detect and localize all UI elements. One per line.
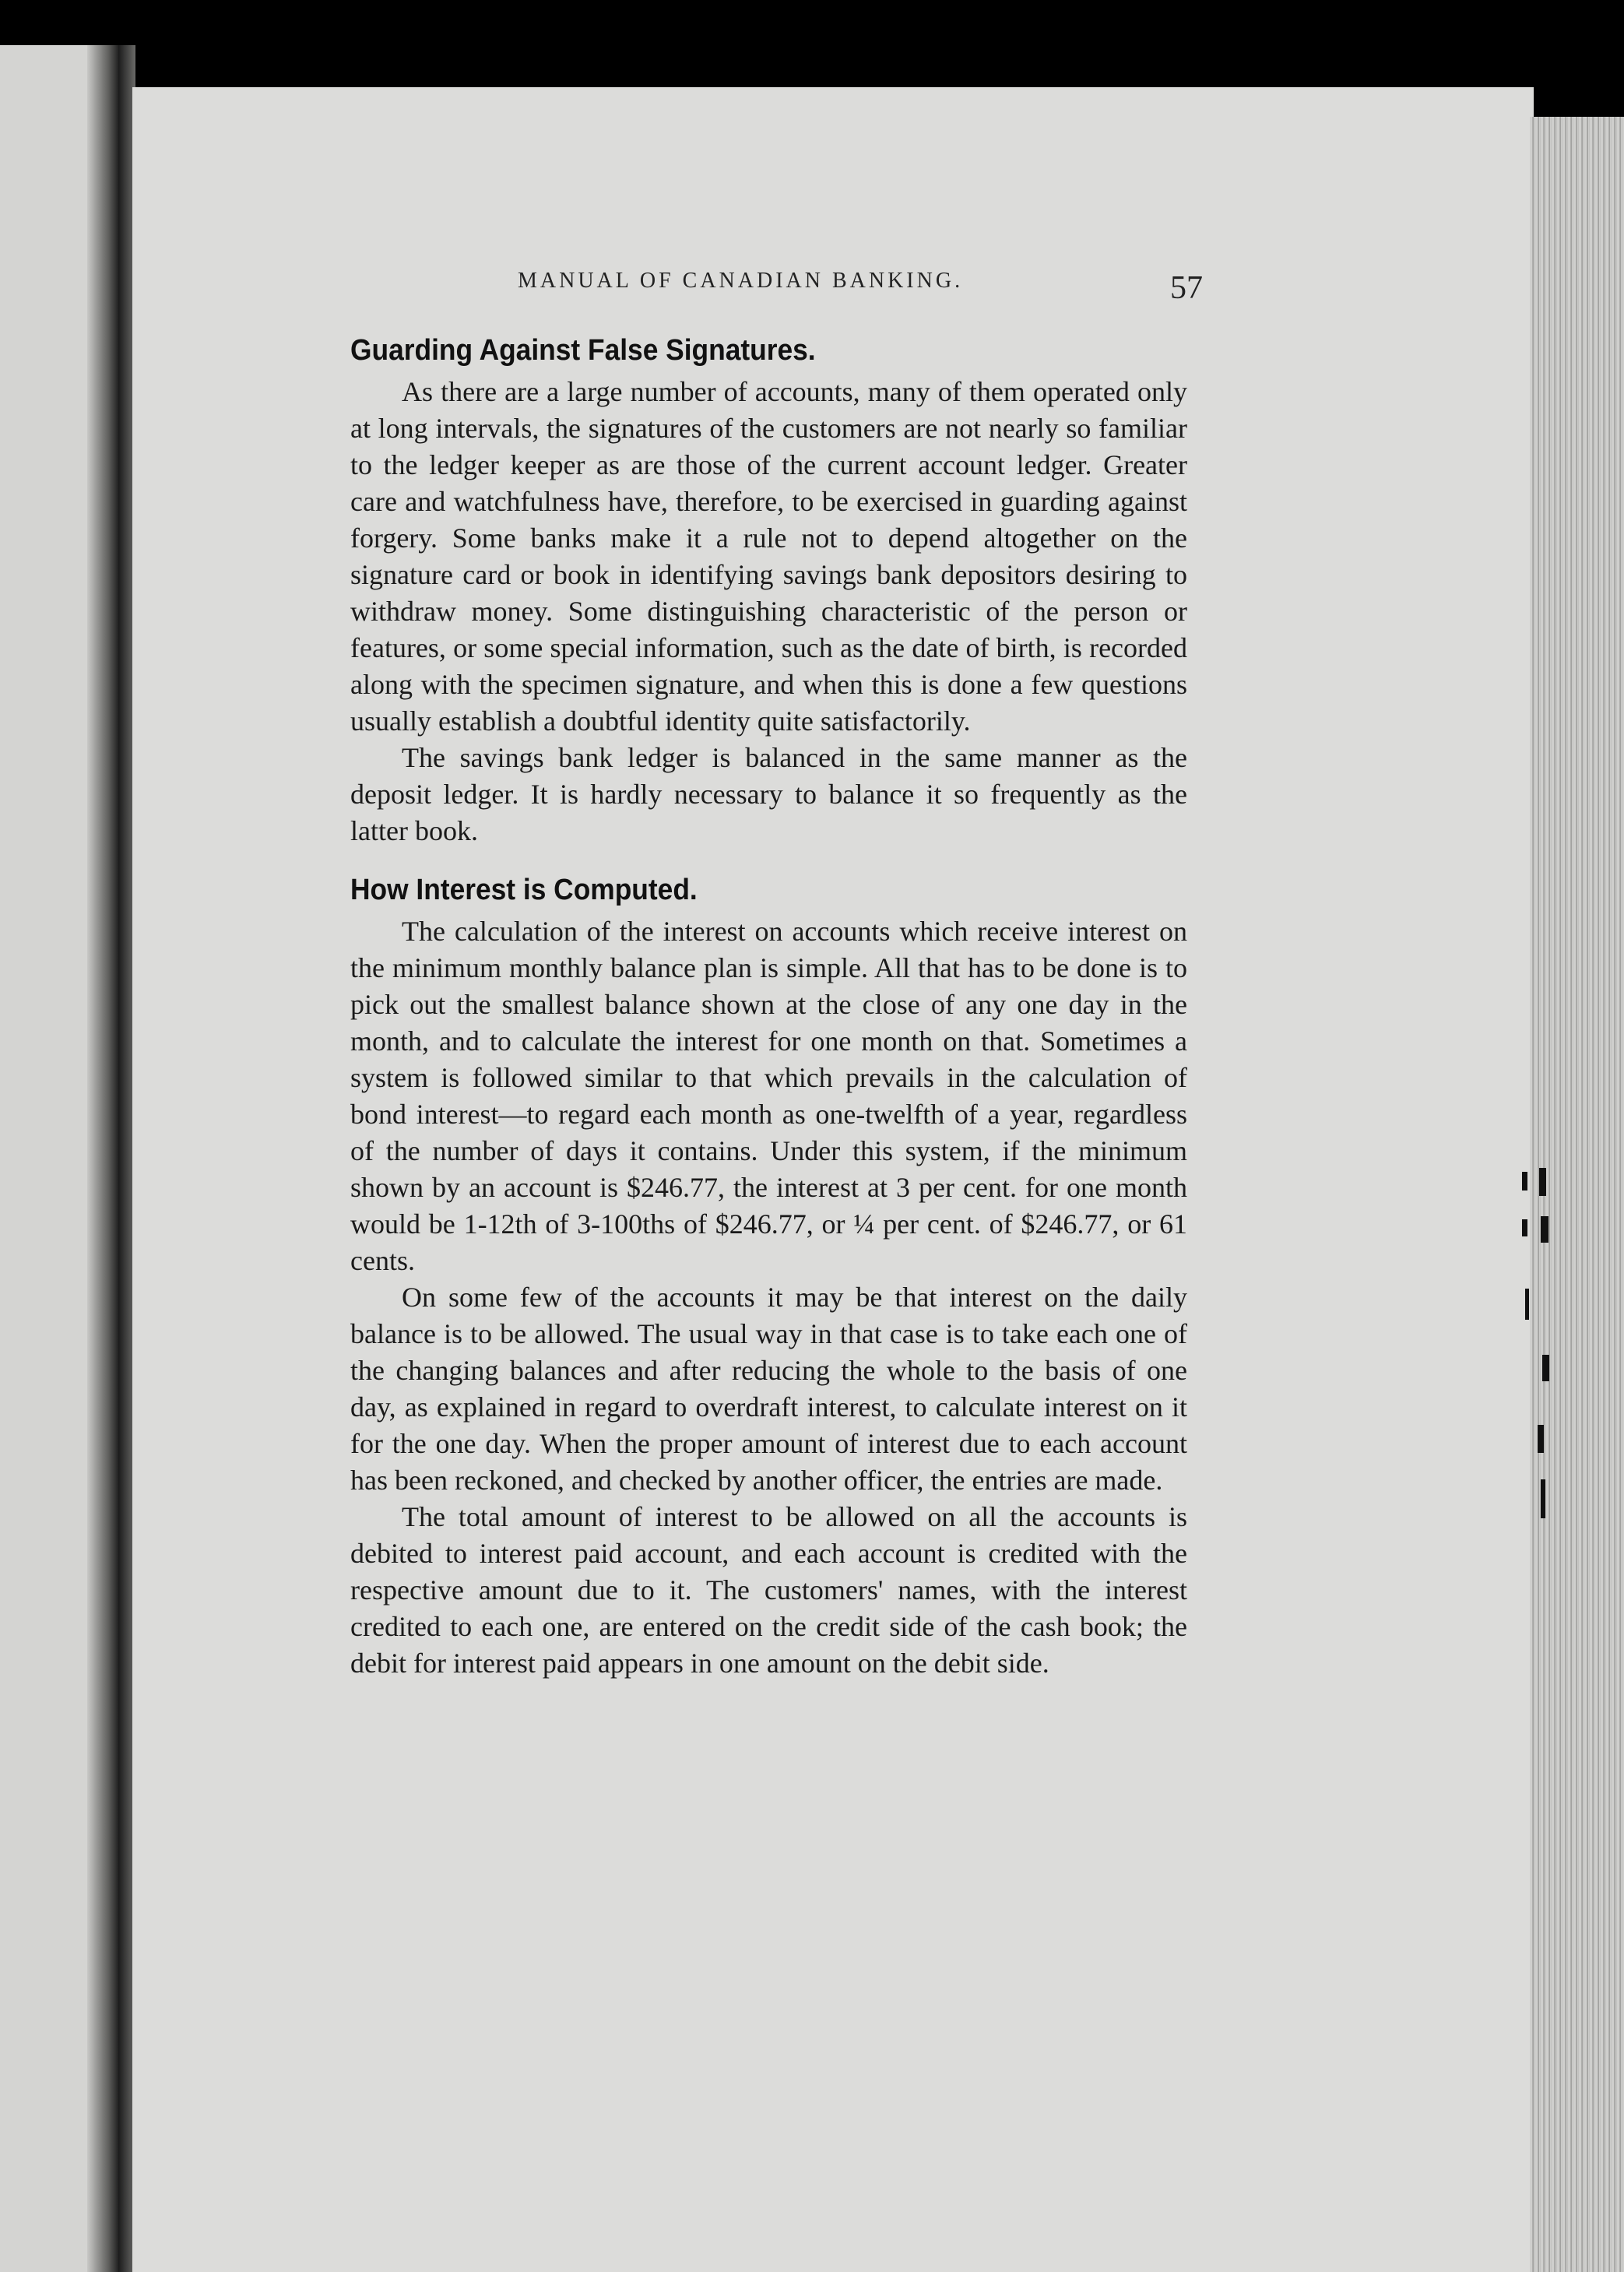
page-body	[350, 327, 1187, 1682]
paragraph: On some few of the accounts it may be that interest on the daily balance is to be allowed. The usual way in that case is to take each one of the changing balances and after reducing the whole to the basis of one day, as explained in regard to overdraft interest, to calculate interest on it for the one day. When the proper amount of interest due to each account has been reckoned, and checked by another officer, the entries are made.	[350, 1282, 1187, 1496]
paragraph: The calculation of the interest on accounts which receive interest on the minimum monthly balance plan is simple. All that has to be done is to pick out the smallest balance shown at the close of any one day in the month, and to calculate the interest for one month on that. Sometimes a system is followed similar to that which prevails in the calculation of bond interest—to regard each month as one-twelfth of a year, regardless of the number of days it contains. Under this system, if the minimum shown by an account is $246.77, the interest at 3 per cent. for one month would be 1-12th of 3-100ths of $246.77, or ¼ per cent. of $246.77, or 61 cents.	[350, 916, 1187, 1276]
page-curl-shadow	[87, 45, 118, 2272]
paragraph: The savings bank ledger is balanced in the same manner as the deposit ledger. It is hardly necessary to balance it so frequently as the latter book.	[350, 742, 1187, 846]
section-heading: How Interest is Computed.	[350, 874, 698, 906]
paragraph: The total amount of interest to be allowed on all the accounts is debited to interest paid account, and each account is credited with the respective amount due to it. The customers' names, with the interest credited to each one, are entered on the credit side of the cash book; the debit for interest paid appears in one amount on the debit side.	[350, 1501, 1187, 1679]
page-number: 57	[1170, 270, 1203, 306]
running-head: MANUAL OF CANADIAN BANKING.	[518, 269, 964, 293]
section-heading: Guarding Against False Signatures.	[350, 334, 816, 367]
facing-page-edge	[0, 45, 118, 2272]
paragraph: As there are a large number of accounts, many of them operated only at long intervals, the signatures of the customers are not nearly so familiar to the ledger keeper as are those of the current account ledger. Greater care and watchfulness have, therefore, to be exercised in guarding against forgery. Some banks make it a rule not to depend altogether on the signature card or book in identifying savings bank depositors desiring to withdraw money. Some distinguishing characteristic of the person or features, or some special information, such as the date of birth, is recorded along with the specimen signature, and when this is done a few questions usually establish a doubtful identity quite satisfactorily.	[350, 376, 1187, 737]
edge-ink-marks	[1514, 1121, 1600, 1588]
